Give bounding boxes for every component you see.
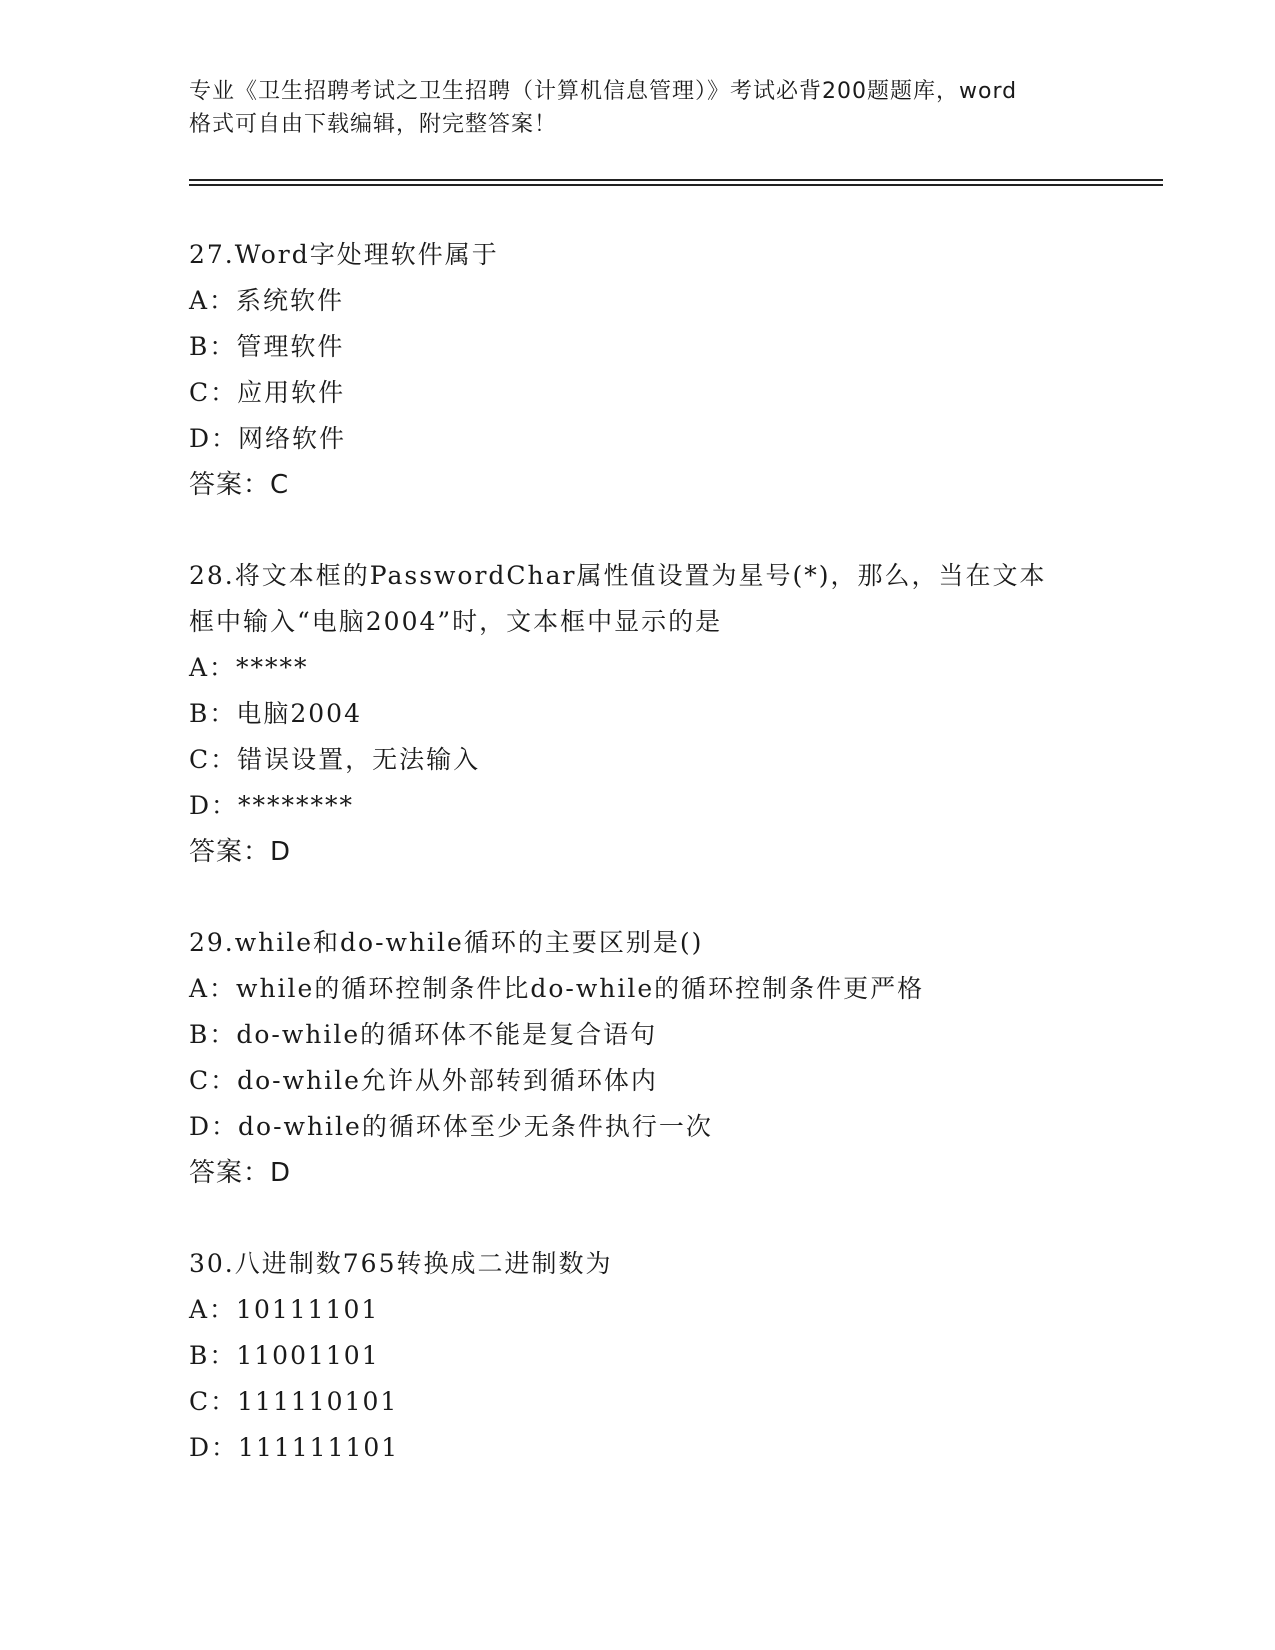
option-d: D：******** [189,791,355,820]
option-c: C：应用软件 [189,378,346,407]
question-28 [189,553,1109,875]
option-d: D：网络软件 [189,424,347,453]
question-list [189,232,1109,1516]
question-stem-line-1: 28.将文本框的PasswordChar属性值设置为星号(*)，那么，当在文本 [189,561,1047,590]
question-stem: 29.while和do-while循环的主要区别是() [189,928,704,957]
option-b: B：do-while的循环体不能是复合语句 [189,1020,658,1049]
answer-label: 答案：D [189,1158,292,1188]
question-30 [189,1241,1109,1471]
header-divider-top [189,179,1163,181]
option-d: D：111111101 [189,1433,400,1462]
answer-label: 答案：C [189,470,290,500]
option-c: C：do-while允许从外部转到循环体内 [189,1066,658,1095]
document-header [189,75,1089,141]
answer-label: 答案：D [189,837,292,867]
header-divider-bottom [189,184,1163,186]
option-b: B：电脑2004 [189,699,362,728]
option-c: C：111110101 [189,1387,399,1416]
option-a: A：系统软件 [189,286,345,315]
header-line-2: 格式可自由下载编辑，附完整答案！ [189,112,558,137]
option-d: D：do-while的循环体至少无条件执行一次 [189,1112,713,1141]
option-b: B：11001101 [189,1341,380,1370]
option-b: B：管理软件 [189,332,345,361]
question-stem-line-2: 框中输入“电脑2004”时，文本框中显示的是 [189,607,723,636]
option-c: C：错误设置，无法输入 [189,745,481,774]
option-a: A：***** [189,653,309,682]
option-a: A：10111101 [189,1295,380,1324]
question-stem: 30.八进制数765转换成二进制数为 [189,1249,613,1278]
option-a: A：while的循环控制条件比do-while的循环控制条件更严格 [189,974,925,1003]
question-29 [189,920,1109,1196]
question-27 [189,232,1109,508]
question-stem: 27.Word字处理软件属于 [189,240,499,269]
header-line-1: 专业《卫生招聘考试之卫生招聘（计算机信息管理）》考试必背200题题库，word [189,79,1018,104]
